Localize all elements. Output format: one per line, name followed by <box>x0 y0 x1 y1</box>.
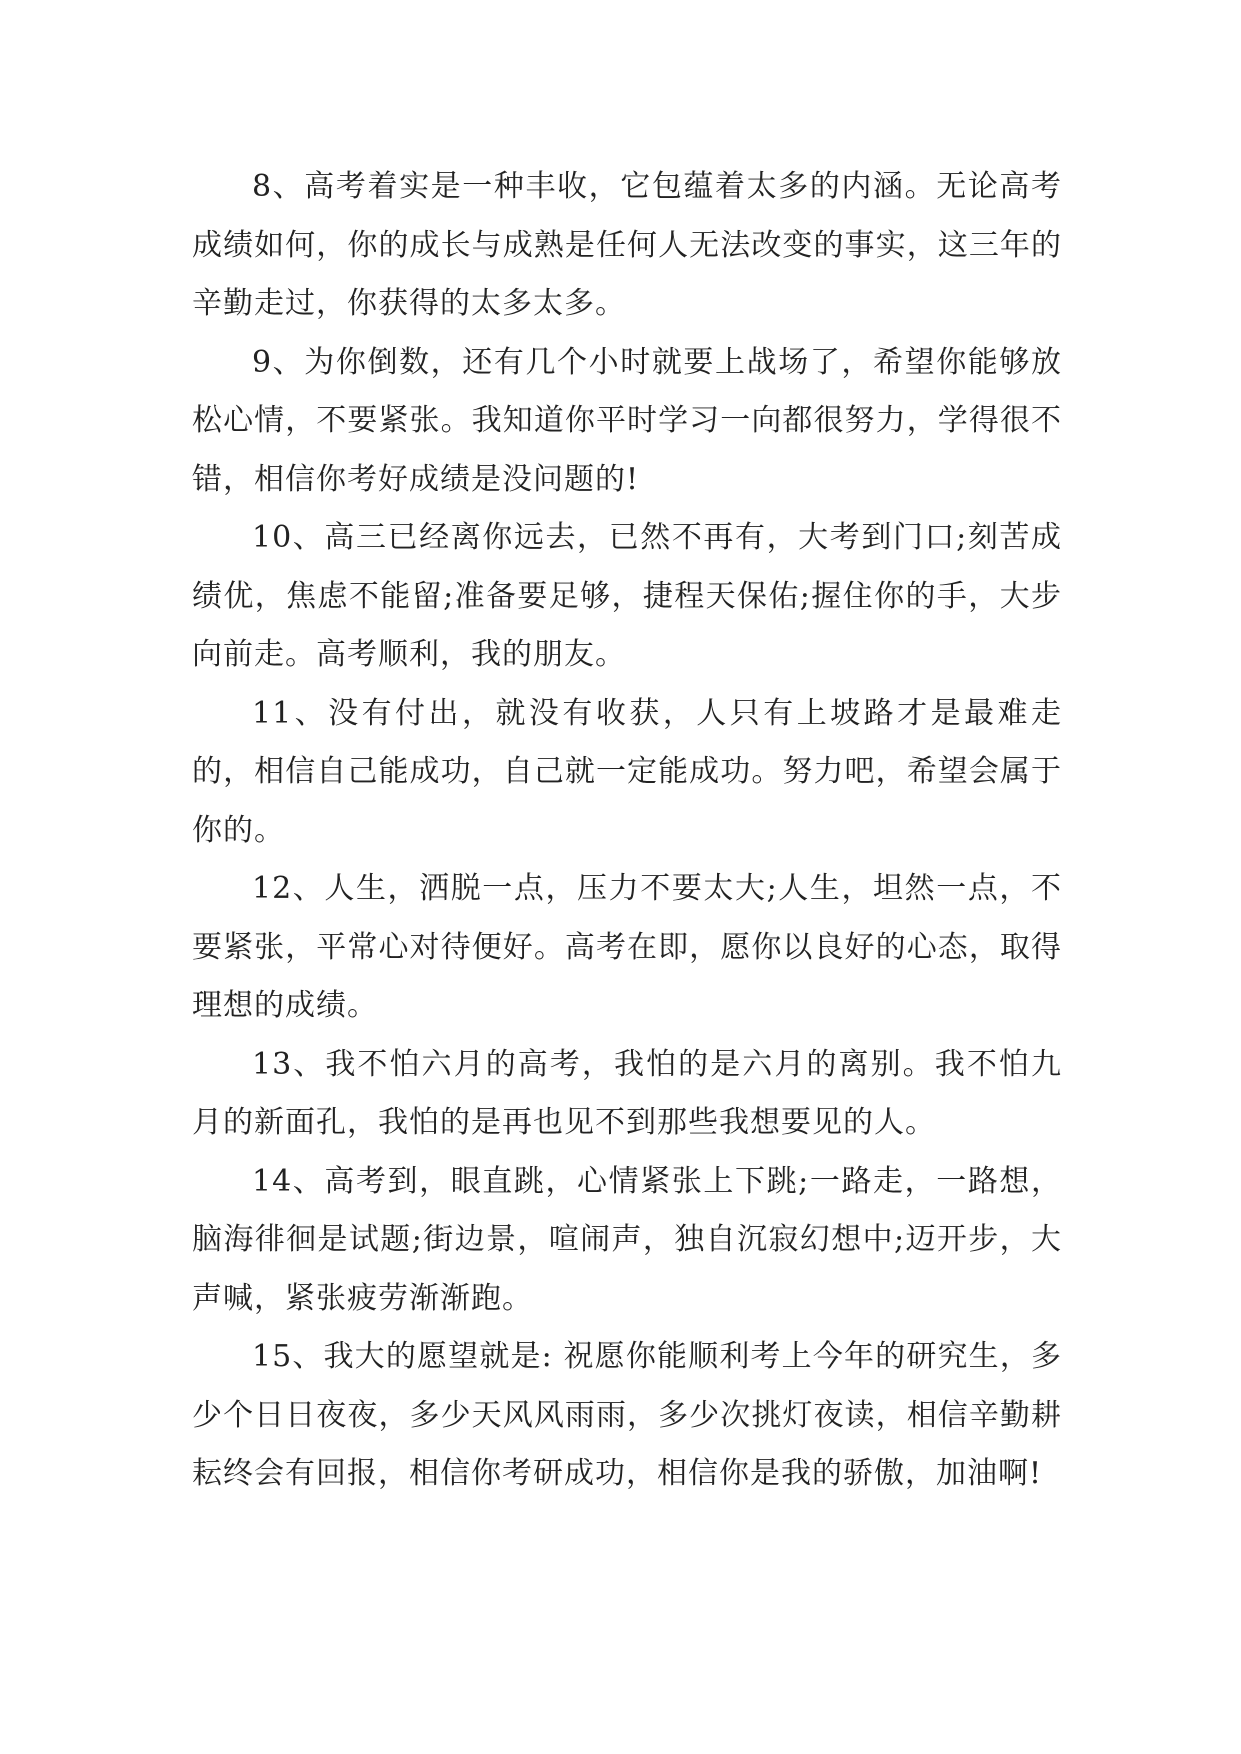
paragraph-10: 10、高三已经离你远去，已然不再有，大考到门口;刻苦成绩优，焦虑不能留;准备要足够，捷程天保佑;握住你的手，大步向前走。高考顺利，我的朋友。 <box>192 520 1062 672</box>
document-body <box>192 158 1062 1504</box>
paragraph-15: 15、我大的愿望就是: 祝愿你能顺利考上今年的研究生，多少个日日夜夜，多少天风风雨雨，多少次挑灯夜读，相信辛勤耕耘终会有回报，相信你考研成功，相信你是我的骄傲，加油啊! <box>192 1339 1062 1491</box>
paragraph-12: 12、人生，洒脱一点，压力不要太大;人生，坦然一点，不要紧张，平常心对待便好。高考在即，愿你以良好的心态，取得理想的成绩。 <box>192 871 1062 1023</box>
paragraph-8: 8、高考着实是一种丰收，它包蕴着太多的内涵。无论高考成绩如何，你的成长与成熟是任何人无法改变的事实，这三年的辛勤走过，你获得的太多太多。 <box>192 169 1062 321</box>
paragraph-14: 14、高考到，眼直跳，心情紧张上下跳;一路走，一路想，脑海徘徊是试题;街边景，喧闹声，独自沉寂幻想中;迈开步，大声喊，紧张疲劳渐渐跑。 <box>192 1163 1062 1316</box>
paragraph-9: 9、为你倒数，还有几个小时就要上战场了，希望你能够放松心情，不要紧张。我知道你平时学习一向都很努力，学得很不错，相信你考好成绩是没问题的! <box>192 344 1062 497</box>
paragraph-13: 13、我不怕六月的高考，我怕的是六月的离别。我不怕九月的新面孔，我怕的是再也见不到那些我想要见的人。 <box>192 1046 1062 1140</box>
paragraph-11: 11、没有付出，就没有收获，人只有上坡路才是最难走的，相信自己能成功，自己就一定能成功。努力吧，希望会属于你的。 <box>192 695 1062 848</box>
